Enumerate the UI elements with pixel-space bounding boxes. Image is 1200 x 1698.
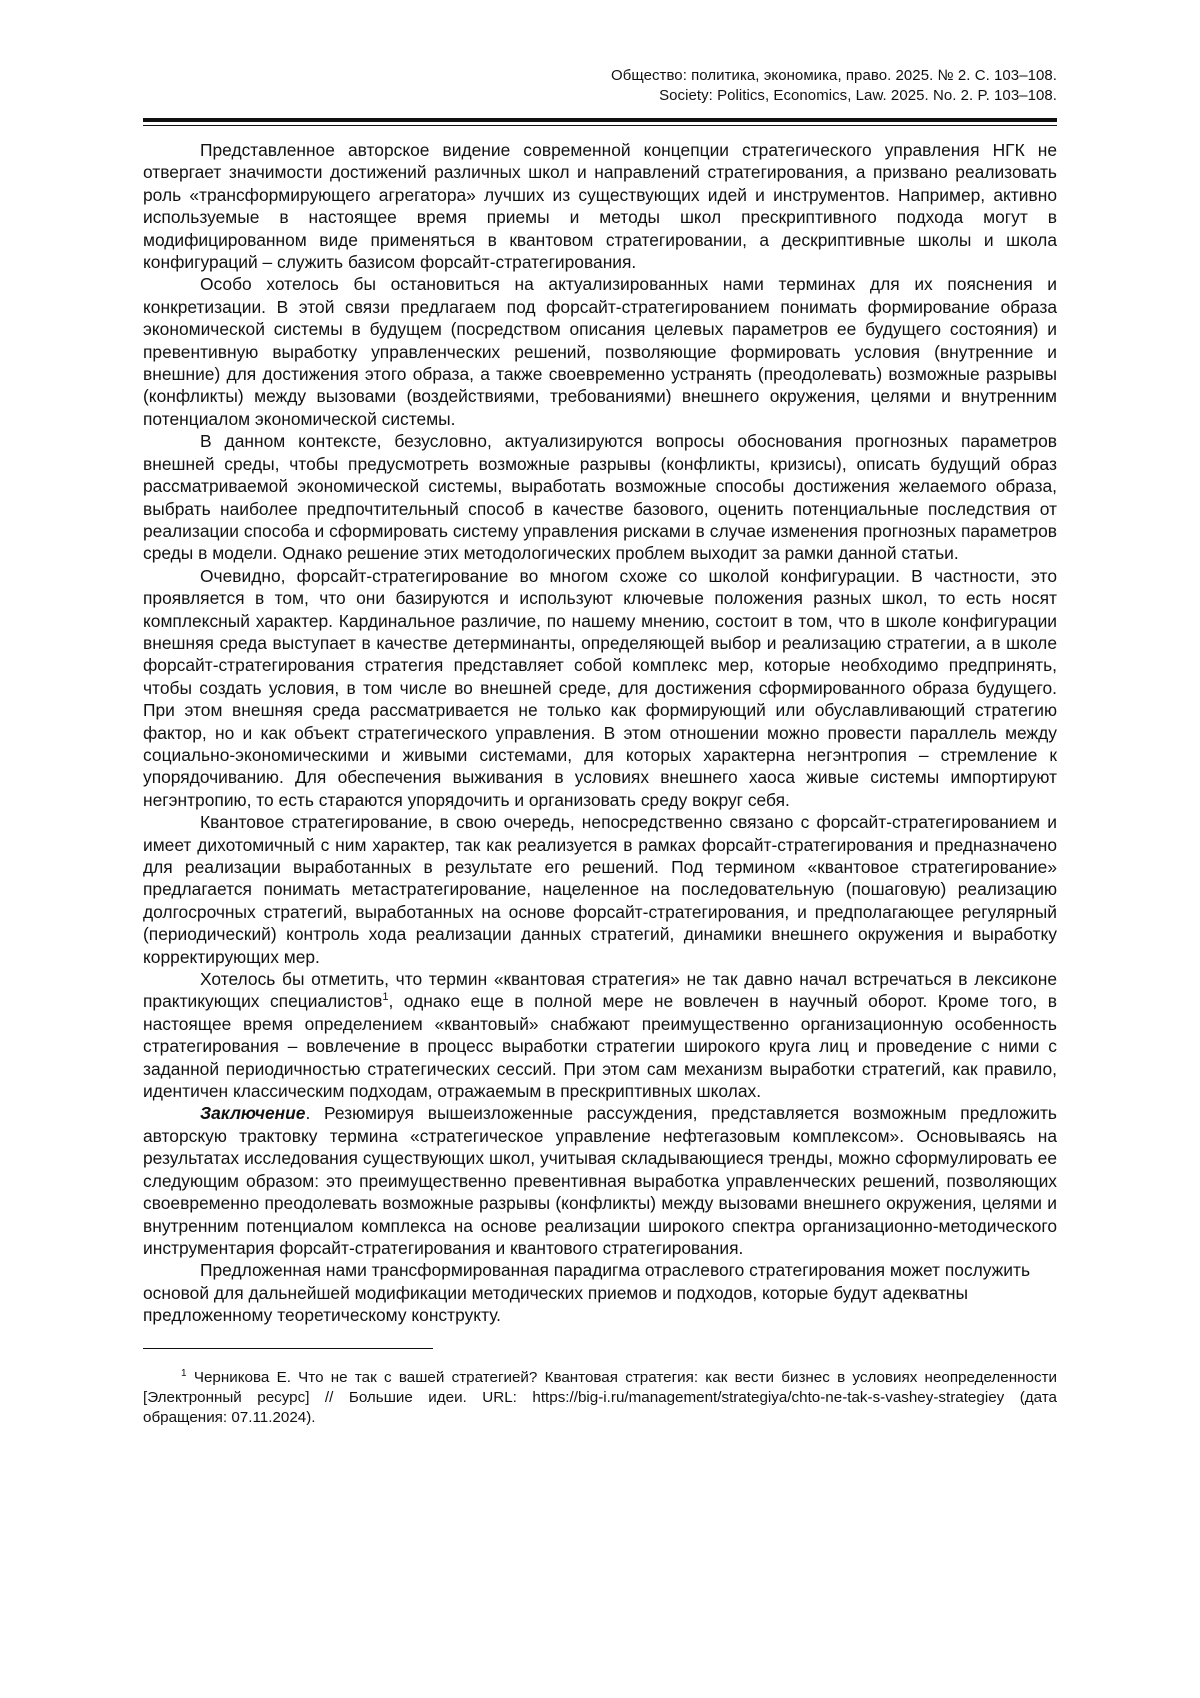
header-rule-thick [143, 118, 1057, 122]
conclusion-heading: Заключение [200, 1103, 306, 1124]
paragraph-configuration-school: Очевидно, форсайт-стратегирование во многом схоже со школой конфигурации. В частности, это проявляется в том, что они базируются и используют ключевые положения разных школ, то есть носят комплексный характер. Кардинальное различие, по нашему мнению, состоит в том, что в школе конфигурации внешняя среда выступает в качестве детерминанты, определяющей выбор и реализацию стратегии, а в школе форсайт-стратегирования стратегия представляет собой комплекс мер, которые необходимо предпринять, чтобы создать условия, в том числе во внешней среде, для достижения сформированного образа будущего. При этом внешняя среда рассматривается не только как формирующий или обуславливающий стратегию фактор, но и как объект стратегического управления. В этом отношении можно провести параллель между социально-экономическими и живыми системами, для которых характерна негэнтропия – стремление к упорядочиванию. Для обеспечения выживания в условиях внешнего хаоса живые системы импортируют негэнтропию, то есть стараются упорядочить и организовать среду вокруг себя. [143, 565, 1057, 810]
header-citation-en: Society: Politics, Economics, Law. 2025. No. 2. P. 103–108. [659, 87, 1057, 104]
paragraph-quantum-strategy-term [143, 968, 1057, 1102]
paragraph-quantum-strategizing: Квантовое стратегирование, в свою очередь, непосредственно связано с форсайт-стратегированием и имеет дихотомичный с ним характер, так как реализуется в рамках форсайт-стратегирования и предназначено для реализации выработанных в результате его решений. Под термином «квантовое стратегирование» предлагается понимать метастратегирование, нацеленное на последовательную (пошаговую) реализацию долгосрочных стратегий, выработанных на основе форсайт-стратегирования, и предполагающее регулярный (периодический) контроль хода реализации данных стратегий, динамики внешнего окружения и выработку корректирующих мер. [143, 812, 1057, 967]
paragraph-final: Предложенная нами трансформированная парадигма отраслевого стратегирования может послужить основой для дальнейшей модификации методических приемов и подходов, которые будут адекватны предложенному теоретическому конструкту. [143, 1260, 1031, 1326]
footnote-reference[interactable]: 1 [382, 991, 389, 1004]
paragraph-conclusion [143, 1102, 1057, 1259]
paragraph-forecast-parameters: В данном контексте, безусловно, актуализируются вопросы обоснования прогнозных параметров внешней среды, чтобы предусмотреть возможные разрывы (конфликты, кризисы), описать будущий образ рассматриваемой экономической системы, выработать возможные способы достижения желаемого образа, выбрать наиболее предпочтительный способ в качестве базового, оценить потенциальные последствия от реализации способа и сформировать систему управления рисками в случае изменения прогнозных параметров среды в модели. Однако решение этих методологических проблем выходит за рамки данной статьи. [143, 431, 1057, 564]
paragraph-text-before-note: Хотелось бы отметить, что термин «квантовая стратегия» не так давно начал встречаться в лексиконе практикующих специалистов [143, 969, 1057, 1012]
journal-page [143, 66, 1057, 1429]
running-header [143, 66, 1057, 106]
header-rule-thin [143, 125, 1057, 126]
footnote-text: Черникова Е. Что не так с вашей стратегией? Квантовая стратегия: как вести бизнес в условиях неопределенности [Электронный ресурс] // Большие идеи. URL: https://big-i.ru/management/strategiya/chto-ne-tak-s-vashey-strategiey (дата обращения: 07.11.2024). [143, 1368, 1057, 1427]
paragraph-text-after-note: , однако еще в полной мере не вовлечен в научный оборот. Кроме того, в настоящее время определением «квантовый» снабжают преимущественно организационную особенность стратегирования – вовлечение в процесс выработки стратегии широкого круга лиц и проведение с ними с заданной периодичностью стратегических сессий. При этом сам механизм выработки стратегий, как правило, идентичен классическим подходам, отражаемым в прескриптивных школах. [143, 991, 1057, 1102]
footnote [143, 1368, 1057, 1429]
footnote-marker: 1 [181, 1367, 187, 1379]
header-citation-ru: Общество: политика, экономика, право. 2025. № 2. С. 103–108. [611, 67, 1057, 84]
footnote-separator [143, 1348, 433, 1349]
conclusion-text: . Резюмируя вышеизложенные рассуждения, представляется возможным предложить авторскую трактовку термина «стратегическое управление нефтегазовым комплексом». Основываясь на результатах исследования существующих школ, учитывая складывающиеся тренды, можно сформулировать ее следующим образом: это преимущественно превентивная выработка управленческих решений, позволяющих своевременно преодолевать возможные разрывы (конфликты) между вызовами внешнего окружения, целями и внутренним потенциалом комплекса на основе реализации широкого спектра организационно-методического инструментария форсайт-стратегирования и квантового стратегирования. [143, 1103, 1057, 1258]
paragraph-authors-vision: Представленное авторское видение современной концепции стратегического управления НГК не отвергает значимости достижений различных школ и направлений стратегирования, а призвано реализовать роль «трансформирующего агрегатора» лучших из существующих идей и инструментов. Например, активно используемые в настоящее время приемы и методы школ прескриптивного подхода могут в модифицированном виде применяться в квантовом стратегировании, а дескриптивные школы и школа конфигураций – служить базисом форсайт-стратегирования. [143, 140, 1057, 273]
article-body [143, 139, 1057, 1327]
paragraph-foresight-definition: Особо хотелось бы остановиться на актуализированных нами терминах для их пояснения и конкретизации. В этой связи предлагаем под форсайт-стратегированием понимать формирование образа экономической системы в будущем (посредством описания целевых параметров ее будущего состояния) и превентивную выработку управленческих решений, позволяющие формировать условия (внутренние и внешние) для достижения этого образа, а также своевременно устранять (преодолевать) возможные разрывы (конфликты) между вызовами (воздействиями, требованиями) внешнего окружения, целями и внутренним потенциалом экономической системы. [143, 274, 1057, 429]
